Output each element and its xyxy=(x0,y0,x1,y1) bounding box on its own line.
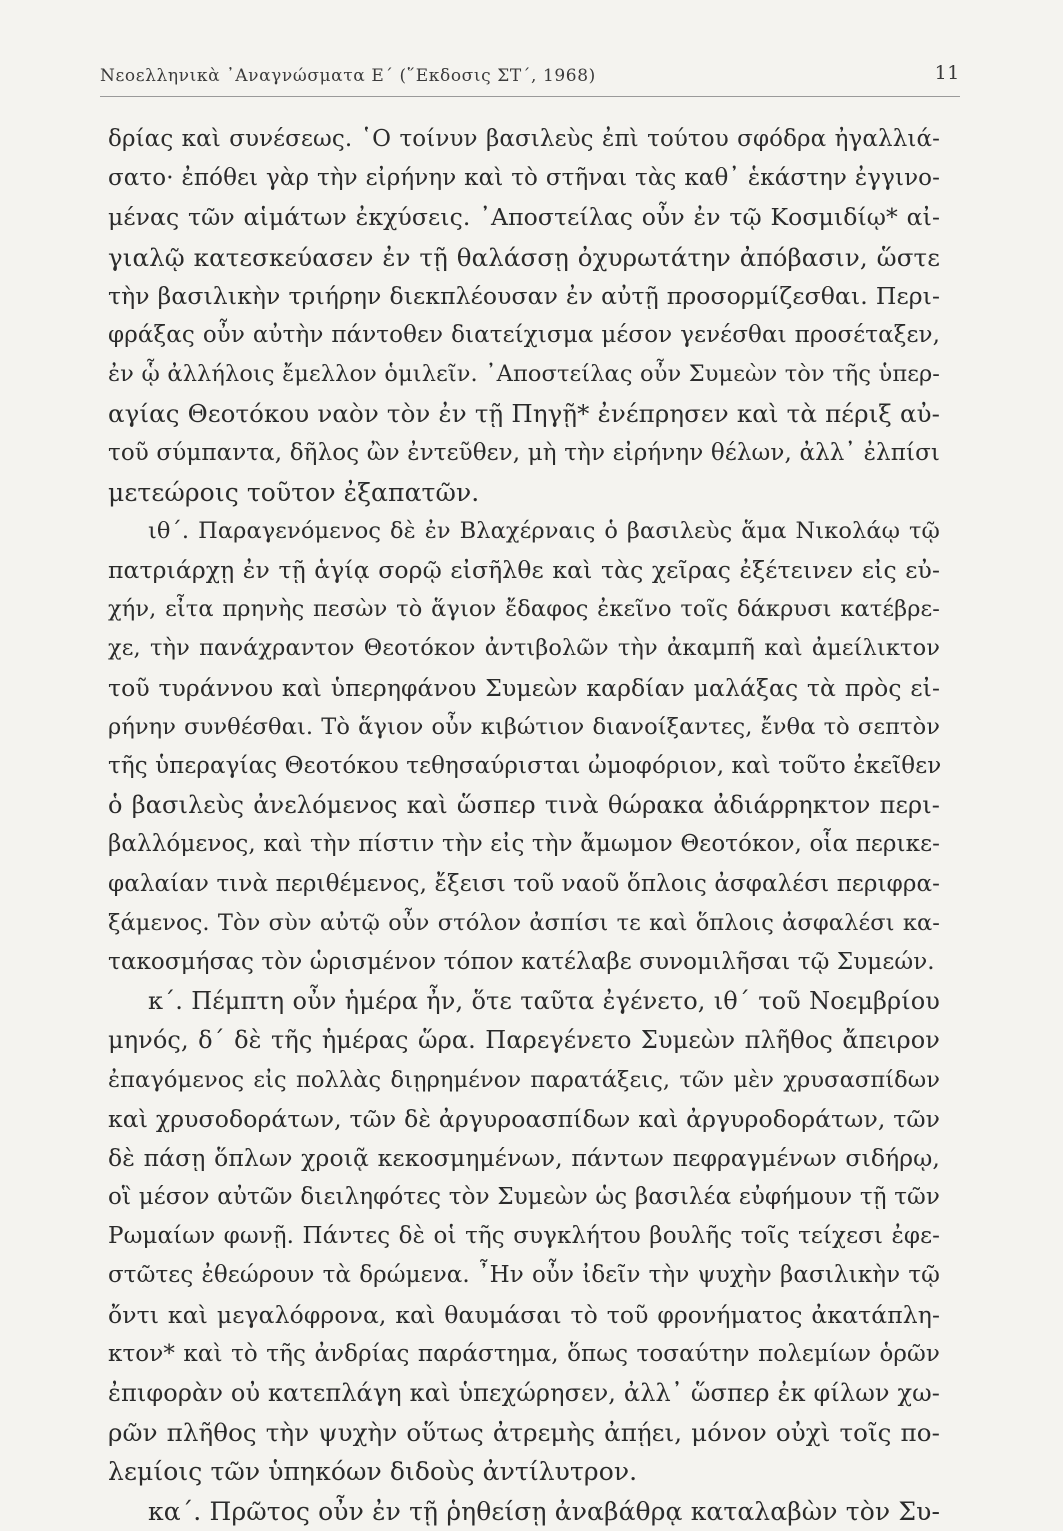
text-line: κτον* καὶ τὸ τῆς ἀνδρίας παράστημα, ὅπως τοσαύτην πολεμίων ὁρῶν xyxy=(108,1340,940,1367)
text-line: αγίας Θεοτόκου ναὸν τὸν ἐν τῇ Πηγῇ* ἐνέπρησεν καὶ τὰ πέριξ αὐ- xyxy=(108,399,940,429)
text-line: δρίας καὶ συνέσεως. ῾Ο τοίνυν βασιλεὺς ἐπὶ τούτου σφόδρα ἠγαλλιά- xyxy=(108,126,940,152)
text-line: στῶτες ἐθεώρουν τὰ δρώμενα. ῏Ην οὖν ἰδεῖν τὴν ψυχὴν βασιλικὴν τῷ xyxy=(108,1262,940,1289)
page-number: 11 xyxy=(934,62,960,84)
text-line: χε, τὴν πανάχραντον Θεοτόκον ἀντιβολῶν τὴν ἀκαμπῆ καὶ ἀμείλικτον xyxy=(108,635,940,662)
text-line: βαλλόμενος, καὶ τὴν πίστιν τὴν εἰς τὴν ἄμωμον Θεοτόκον, οἷα περικε- xyxy=(108,831,940,858)
header-title: Νεοελληνικὰ ᾿Αναγνώσματα Ε΄ (῞Εκδοσις ΣΤ΄, 1968) xyxy=(100,66,596,86)
text-line: ξάμενος. Τὸν σὺν αὐτῷ οὖν στόλον ἀσπίσι τε καὶ ὅπλοις ἀσφαλέσι κα- xyxy=(108,909,940,936)
text-line: τακοσμήσας τὸν ὡρισμένον τόπον κατέλαβε συνομιλῆσαι τῷ Συμεών. xyxy=(108,948,935,975)
text-line: τὴν βασιλικὴν τριήρην διεκπλέουσαν ἐν αὐτῇ προσορμίζεσθαι. Περι- xyxy=(108,281,940,310)
text-line: ἐπαγόμενος εἰς πολλὰς διῃρημένον παρατάξεις, τῶν μὲν χρυσασπίδων xyxy=(108,1066,940,1093)
text-line: μένας τῶν αἱμάτων ἐκχύσεις. ᾿Αποστείλας οὖν ἐν τῷ Κοσμιδίῳ* αἰ- xyxy=(108,203,940,232)
text-line: ρήνην συνθέσθαι. Τὸ ἅγιον οὖν κιβώτιον διανοίξαντες, ἔνθα τὸ σεπτὸν xyxy=(108,713,940,740)
body-text xyxy=(108,120,940,1531)
text-line: λεμίοις τῶν ὑπηκόων διδοὺς ἀντίλυτρον. xyxy=(108,1457,638,1487)
text-line: τοῦ σύμπαντα, δῆλος ὢν ἐντεῦθεν, μὴ τὴν εἰρήνην θέλων, ἀλλ᾿ ἐλπίσι xyxy=(108,439,940,466)
text-line: ἐν ᾧ ἀλλήλοις ἔμελλον ὁμιλεῖν. ᾿Αποστείλας οὖν Συμεὼν τὸν τῆς ὑπερ- xyxy=(108,361,940,388)
text-line: φράξας οὖν αὐτὴν πάντοθεν διατείχισμα μέσον γενέσθαι προσέταξεν, xyxy=(108,321,940,348)
text-line: φαλαίαν τινὰ περιθέμενος, ἔξεισι τοῦ ναοῦ ὅπλοις ἀσφαλέσι περιφρα- xyxy=(108,870,940,897)
text-line: ιθ΄. Παραγενόμενος δὲ ἐν Βλαχέρναις ὁ βασιλεὺς ἅμα Νικολάῳ τῷ xyxy=(148,517,940,544)
text-line: ἐπιφορὰν οὐ κατεπλάγη καὶ ὑπεχώρησεν, ἀλλ᾿ ὥσπερ ἐκ φίλων χω- xyxy=(108,1379,940,1407)
text-line: Ρωμαίων φωνῇ. Πάντες δὲ οἱ τῆς συγκλήτου βουλῆς τοῖς τείχεσι ἐφε- xyxy=(108,1223,940,1250)
text-line: ρῶν πλῆθος τὴν ψυχὴν οὕτως ἀτρεμὴς ἀπῄει, μόνον οὐχὶ τοῖς πο- xyxy=(108,1418,940,1448)
text-line: χήν, εἶτα πρηνὴς πεσὼν τὸ ἅγιον ἔδαφος ἐκεῖνο τοῖς δάκρυσι κατέβρε- xyxy=(108,596,940,623)
text-line: σατο· ἐπόθει γὰρ τὴν εἰρήνην καὶ τὸ στῆναι τὰς καθ᾿ ἑκάστην ἐγγινο- xyxy=(108,165,940,192)
text-line: κα΄. Πρῶτος οὖν ἐν τῇ ῥηθείσῃ ἀναβάθρᾳ καταλαβὼν τὸν Συ- xyxy=(148,1496,940,1526)
text-line: γιαλῷ κατεσκεύασεν ἐν τῇ θαλάσσῃ ὀχυρωτάτην ἀπόβασιν, ὥστε xyxy=(108,242,940,272)
text-line: τῆς ὑπεραγίας Θεοτόκου τεθησαύρισται ὠμοφόριον, καὶ τοῦτο ἐκεῖθεν xyxy=(108,753,942,779)
text-line: δὲ πάσῃ ὅπλων χροιᾷ κεκοσμημένων, πάντων πεφραγμένων σιδήρῳ, xyxy=(108,1143,940,1172)
text-line: ὄντι καὶ μεγαλόφρονα, καὶ θαυμάσαι τὸ τοῦ φρονήματος ἀκατάπλη- xyxy=(108,1300,940,1329)
text-line: πατριάρχῃ ἐν τῇ ἁγίᾳ σορῷ εἰσῆλθε καὶ τὰς χεῖρας ἐξέτεινεν εἰς εὐ- xyxy=(108,556,940,585)
text-line: καὶ χρυσοδοράτων, τῶν δὲ ἀργυροασπίδων καὶ ἀργυροδοράτων, τῶν xyxy=(108,1104,940,1133)
header-rule xyxy=(100,96,960,97)
text-line: μηνός, δ΄ δὲ τῆς ἡμέρας ὥρα. Παρεγένετο Συμεὼν πλῆθος ἄπειρον xyxy=(108,1026,940,1055)
text-line: μετεώροις τοῦτον ἐξαπατῶν. xyxy=(108,477,480,507)
text-line: οἳ μέσον αὐτῶν διειληφότες τὸν Συμεὼν ὡς βασιλέα εὐφήμουν τῇ τῶν xyxy=(108,1184,940,1211)
text-line: τοῦ τυράννου καὶ ὑπερηφάνου Συμεὼν καρδίαν μαλάξας τὰ πρὸς εἰ- xyxy=(108,673,940,702)
running-header xyxy=(100,62,960,92)
text-line: κ΄. Πέμπτη οὖν ἡμέρα ἦν, ὅτε ταῦτα ἐγένετο, ιθ΄ τοῦ Νοεμβρίου xyxy=(148,987,940,1016)
text-line: ὁ βασιλεὺς ἀνελόμενος καὶ ὥσπερ τινὰ θώρακα ἀδιάρρηκτον περι- xyxy=(108,791,940,820)
